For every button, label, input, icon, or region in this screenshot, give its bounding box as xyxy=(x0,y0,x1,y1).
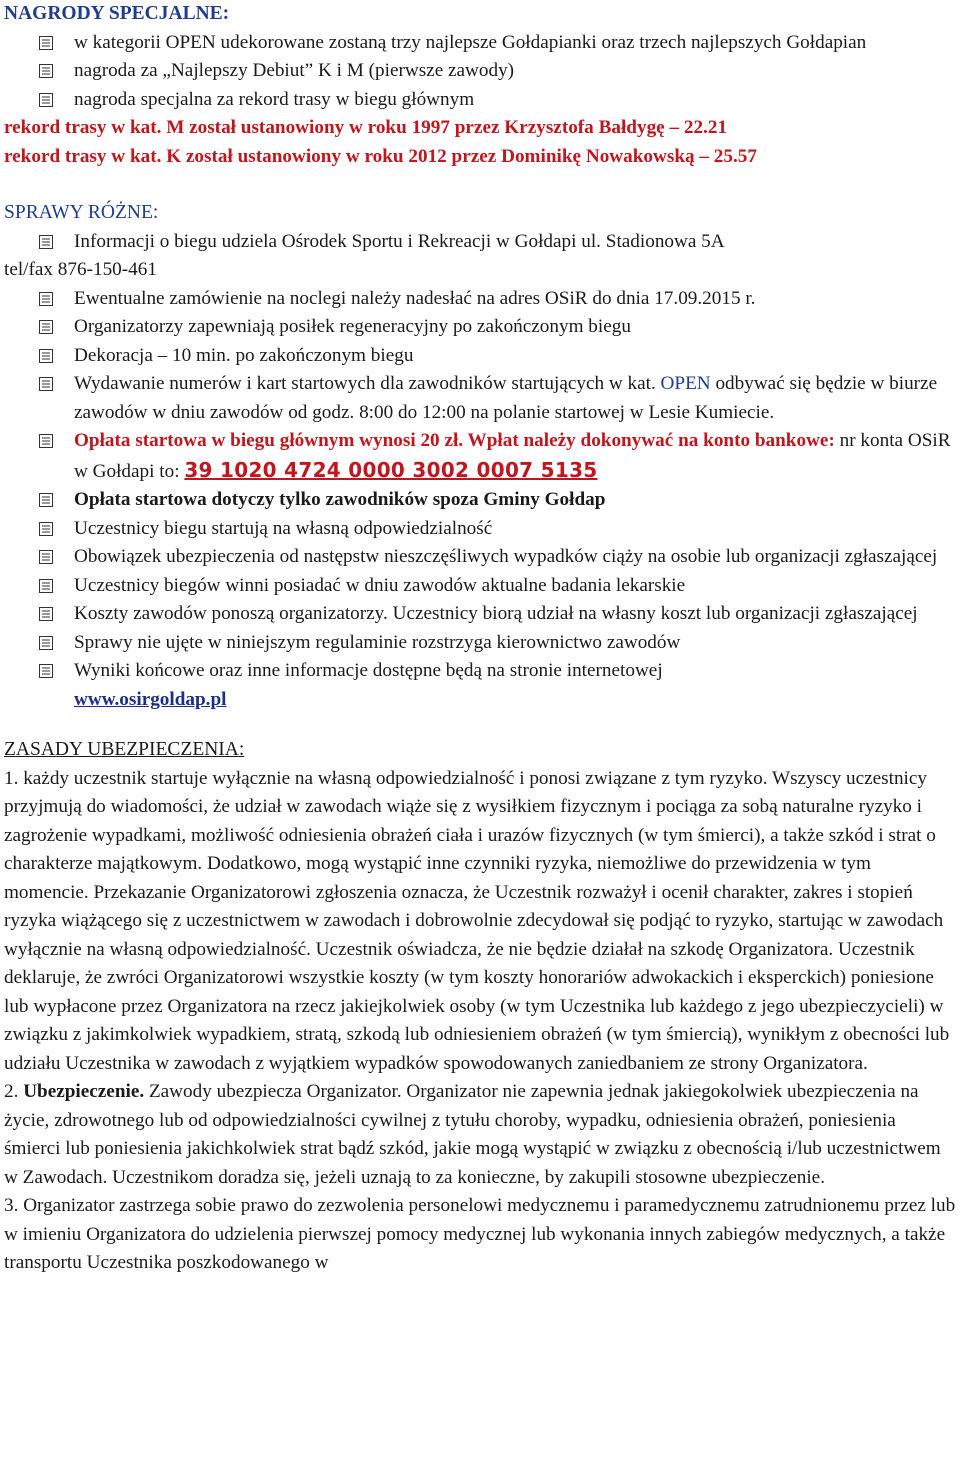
list-item: Opłata startowa dotyczy tylko zawodników spoza Gminy Gołdap xyxy=(4,486,956,515)
list-item: Opłata startowa w biegu głównym wynosi 20 zł. Wpłat należy dokonywać na konto bankowe: nr konta OSiR w Gołdapi to: 39 1020 4724 0000 3002 0007 5135 xyxy=(4,427,956,486)
zasady-paragraph-2: 2. Ubezpieczenie. Zawody ubezpiecza Organizator. Organizator nie zapewnia jednak jakiegokolwiek ubezpieczenia na życie, zdrowotnego lub od odpowiedzialności cywilnej z tytułu choroby, wypadku, odniesienia obrażeń, poniesienia śmierci lub poniesienia jakichkolwiek strat bądź szkód, jakie mogą wystąpić w związku z obecnością i/lub uczestnictwem w Zawodach. Uczestnikom doradza się, jeżeli uznają to za konieczne, by zakupili stosowne ubezpieczenie. xyxy=(4,1081,941,1188)
list-bullet-icon xyxy=(39,664,53,678)
list-item: Dekoracja – 10 min. po zakończonym biegu xyxy=(4,342,956,371)
list-item: Sprawy nie ujęte w niniejszym regulaminie rozstrzyga kierownictwo zawodów xyxy=(4,629,956,658)
record-m: rekord trasy w kat. M został ustanowiony w roku 1997 przez Krzysztofa Bałdygę – 22.21 xyxy=(4,117,728,138)
sprawy-heading: SPRAWY RÓŻNE: xyxy=(4,202,159,223)
list-item: nagroda specjalna za rekord trasy w biegu głównym xyxy=(4,86,956,115)
list-bullet-icon xyxy=(39,550,53,564)
list-bullet-icon xyxy=(39,579,53,593)
list-bullet-icon xyxy=(39,377,53,391)
list-bullet-icon xyxy=(39,320,53,334)
list-bullet-icon xyxy=(39,493,53,507)
list-item: Organizatorzy zapewniają posiłek regeneracyjny po zakończonym biegu xyxy=(4,313,956,342)
list-item: Koszty zawodów ponoszą organizatorzy. Uczestnicy biorą udział na własny koszt lub organizacji zgłaszającej xyxy=(4,600,956,629)
tel-fax: tel/fax 876-150-461 xyxy=(4,259,157,280)
zasady-paragraph-1: 1. każdy uczestnik startuje wyłącznie na własną odpowiedzialność i ponosi związane z tym ryzyko. Wszyscy uczestnicy przyjmują do wiadomości, że udział w zawodach wiąże się z wysiłkiem fizycznym i pociąga za sobą naturalne ryzyko i zagrożenie wypadkami, możliwość odniesienia obrażeń ciała i urazów fizycznych (w tym śmierci), a także szkód i strat o charakterze majątkowym. Dodatkowo, mogą wystąpić inne czynniki ryzyka, niemożliwe do przewidzenia w tym momencie. Przekazanie Organizatorowi zgłoszenia oznacza, że Uczestnik rozważył i ocenił charakter, zakres i stopień ryzyka wiążącego się z uczestnictwem w zawodach i dobrowolnie zdecydował się podjąć to ryzyko, startując w zawodach wyłącznie na własną odpowiedzialność. Uczestnik oświadcza, że nie będzie działał na szkodę Organizatora. Uczestnik deklaruje, że zwróci Organizatorowi wszystkie koszty (w tym koszty honorariów adwokackich i eksperckich) poniesione lub wypłacone przez Organizatora na rzecz jakiejkolwiek osoby (w tym Uczestnika lub każdego z jego ubezpieczycieli) w związku z jakimkolwiek wypadkiem, stratą, szkodą lub odniesieniem obrażeń (w tym śmiercią), wynikłym z obecności lub udziału Uczestnika w zawodach z wyjątkiem wypadków spowodowanych zaniedbaniem ze strony Organizatora. xyxy=(4,767,950,1074)
zasady-paragraph-3: 3. Organizator zastrzega sobie prawo do zezwolenia personelowi medycznemu i paramedycznemu zatrudnionemu przez lub w imieniu Organizatora do udzielenia pierwszej pomocy medycznej lub wykonania innych zabiegów medycznych, a także transportu Uczestnika poszkodowanego w xyxy=(4,1195,956,1273)
list-item: Ewentualne zamówienie na noclegi należy nadesłać na adres OSiR do dnia 17.09.2015 r. xyxy=(4,285,956,314)
list-bullet-icon xyxy=(39,349,53,363)
list-bullet-icon xyxy=(39,522,53,536)
list-bullet-icon xyxy=(39,93,53,107)
list-item: Wydawanie numerów i kart startowych dla zawodników startujących w kat. OPEN odbywać się będzie w biurze zawodów w dniu zawodów od godz. 8:00 do 12:00 na polanie startowej w Lesie Kumiecie. xyxy=(4,370,956,427)
nagrody-heading: NAGRODY SPECJALNE: xyxy=(4,3,230,24)
website-link[interactable]: www.osirgoldap.pl xyxy=(74,688,227,710)
list-bullet-icon xyxy=(39,607,53,621)
list-item: Uczestnicy biegów winni posiadać w dniu zawodów aktualne badania lekarskie xyxy=(4,572,956,601)
list-item: Wyniki końcowe oraz inne informacje dostępne będą na stronie internetowej www.osirgoldap.pl xyxy=(4,657,956,714)
list-bullet-icon xyxy=(39,64,53,78)
list-item: nagroda za „Najlepszy Debiut” K i M (pierwsze zawody) xyxy=(4,57,956,86)
record-k: rekord trasy w kat. K został ustanowiony w roku 2012 przez Dominikę Nowakowską – 25.57 xyxy=(4,145,757,167)
list-bullet-icon xyxy=(39,636,53,650)
list-bullet-icon xyxy=(39,434,53,448)
list-bullet-icon xyxy=(39,36,53,50)
list-item: w kategorii OPEN udekorowane zostaną trzy najlepsze Gołdapianki oraz trzech najlepszych Gołdapian xyxy=(4,29,956,58)
bank-account-number: 39 1020 4724 0000 3002 0007 5135 xyxy=(184,457,598,482)
list-item: Obowiązek ubezpieczenia od następstw nieszczęśliwych wypadków ciąży na osobie lub organizacji zgłaszającej xyxy=(4,543,956,572)
zasady-heading: ZASADY UBEZPIECZENIA: xyxy=(4,739,245,760)
list-bullet-icon xyxy=(39,235,53,249)
list-item: Uczestnicy biegu startują na własną odpowiedzialność xyxy=(4,515,956,544)
list-bullet-icon xyxy=(39,292,53,306)
list-item: Informacji o biegu udziela Ośrodek Sportu i Rekreacji w Gołdapi ul. Stadionowa 5A xyxy=(4,228,956,257)
